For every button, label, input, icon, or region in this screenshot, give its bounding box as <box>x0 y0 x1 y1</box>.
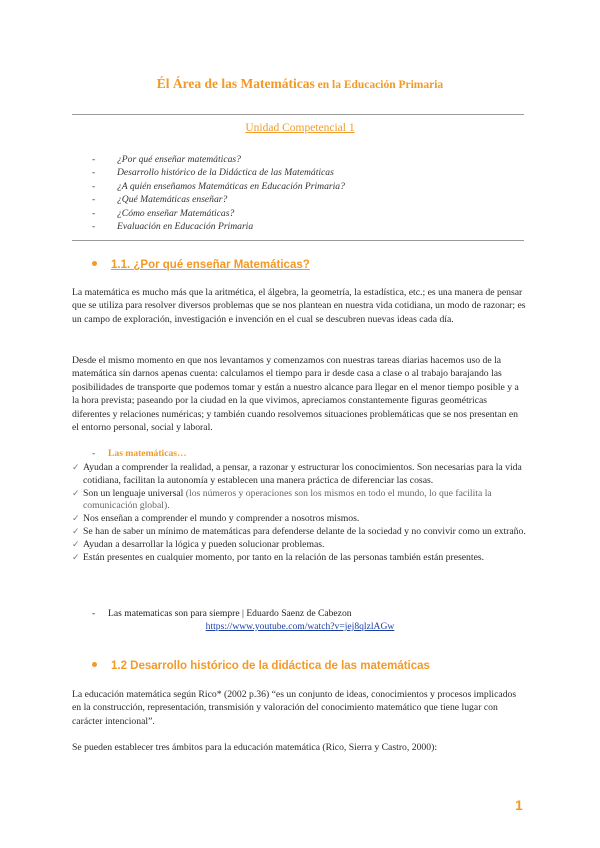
list-item: ✓ Ayudan a desarrollar la lógica y pueden solucionar problemas. <box>72 538 325 550</box>
section-2-heading <box>92 660 430 672</box>
toc-item: - ¿Por qué enseñar matemáticas? <box>92 153 345 166</box>
section-2-paragraph-2: Se pueden establecer tres ámbitos para la educación matemática (Rico, Sierra y Castro, 2000): <box>72 742 438 753</box>
toc-divider <box>72 240 524 241</box>
check-icon: ✓ <box>72 526 80 537</box>
page-number: 1 <box>515 797 523 813</box>
bullet-icon <box>92 662 97 667</box>
toc-item: - ¿Cómo enseñar Matemáticas? <box>92 207 345 220</box>
check-icon: ✓ <box>72 488 80 499</box>
subheading: - Las matemáticas… <box>92 448 187 459</box>
toc-item: - Desarrollo histórico de la Didáctica de las Matemáticas <box>92 166 345 179</box>
document-title <box>0 76 600 92</box>
video-reference: - Las matematicas son para siempre | Eduardo Saenz de Cabezon <box>92 608 352 619</box>
section-2-heading-text: 1.2 Desarrollo histórico de la didáctica de las matemáticas <box>111 660 430 672</box>
check-icon: ✓ <box>72 463 80 473</box>
toc-item: - Evaluación en Educación Primaria <box>92 220 345 233</box>
list-item: ✓ Ayudan a comprender la realidad, a pensar, a razonar y estructurar los conocimientos. Son necesarias para la vida cotidiana, facilitan la autonomía y establecen una manera práctica de diferenciar las cosas. <box>72 462 522 486</box>
list-item: ✓ Se han de saber un mínimo de matemáticas para defenderse delante de la sociedad y no convivir como un extraño. <box>72 525 526 537</box>
subheading-text: Las matemáticas… <box>108 448 187 459</box>
list-item: ✓ Nos enseñan a comprender el mundo y comprender a nosotros mismos. <box>72 513 360 525</box>
reasons-list <box>72 462 526 564</box>
list-item: ✓ Son un lenguaje universal (los números y operaciones son los mismos en todo el mundo, lo que facilita la comunicación global). <box>72 487 492 512</box>
section-2-paragraph-1: La educación matemática según Rico* (2002 p.36) “es un conjunto de ideas, conocimientos y procesos implicados en la construcción, representación, transmisión y valoración del conocimiento matemático que tiene lugar con carácter intencional”. <box>72 689 517 727</box>
toc-item: - ¿Qué Matemáticas enseñar? <box>92 193 345 206</box>
check-icon: ✓ <box>72 539 80 550</box>
unit-title: Unidad Competencial 1 <box>245 122 355 134</box>
video-label: Las matematicas son para siempre | Eduardo Saenz de Cabezon <box>108 608 352 619</box>
top-divider <box>72 114 524 115</box>
check-icon: ✓ <box>72 514 80 525</box>
table-of-contents <box>92 153 345 233</box>
youtube-link[interactable]: https://www.youtube.com/watch?v=jej8qlzlAGw <box>205 621 395 632</box>
section-1-heading <box>92 259 310 271</box>
section-1-paragraph-2: Desde el mismo momento en que nos levantamos y comenzamos con nuestras tareas diarias hacemos uso de la matemática sin darnos apenas cuenta: calculamos el tiempo para ir desde casa a clase o al trabajo barajando las posibilidades de transporte que podemos tomar y están a nuestro alcance para llegar en el menor tiempo posible y a la hora prevista; paseando por la ciudad en la que vivimos, apreciamos constantemente figuras geométricas diferentes y relaciones numéricas; y también cuando resolvemos situaciones problemáticas que se nos presentan en el entorno personal, social y laboral. <box>72 355 519 434</box>
title-main: Él Área de las Matemáticas <box>156 76 315 91</box>
title-tail: en la Educación Primaria <box>314 79 444 91</box>
section-1-paragraph-1: La matemática es mucho más que la aritmética, el álgebra, la geometría, la estadística, etc.; es una manera de pensar que se utiliza para resolver diversos problemas que se nos plantean en nuestra vida cotidiana, un modo de razonar; es un campo de exploración, investigación e invención en el cual se descubren nuevas ideas cada día. <box>72 287 526 325</box>
bullet-icon <box>92 261 97 266</box>
list-item: ✓ Están presentes en cualquier momento, por tanto en la relación de las personas también están presentes. <box>72 551 485 563</box>
check-icon: ✓ <box>72 552 80 563</box>
toc-item: - ¿A quién enseñamos Matemáticas en Educación Primaria? <box>92 180 345 193</box>
section-1-heading-text: 1.1. ¿Por qué enseñar Matemáticas? <box>111 259 310 271</box>
